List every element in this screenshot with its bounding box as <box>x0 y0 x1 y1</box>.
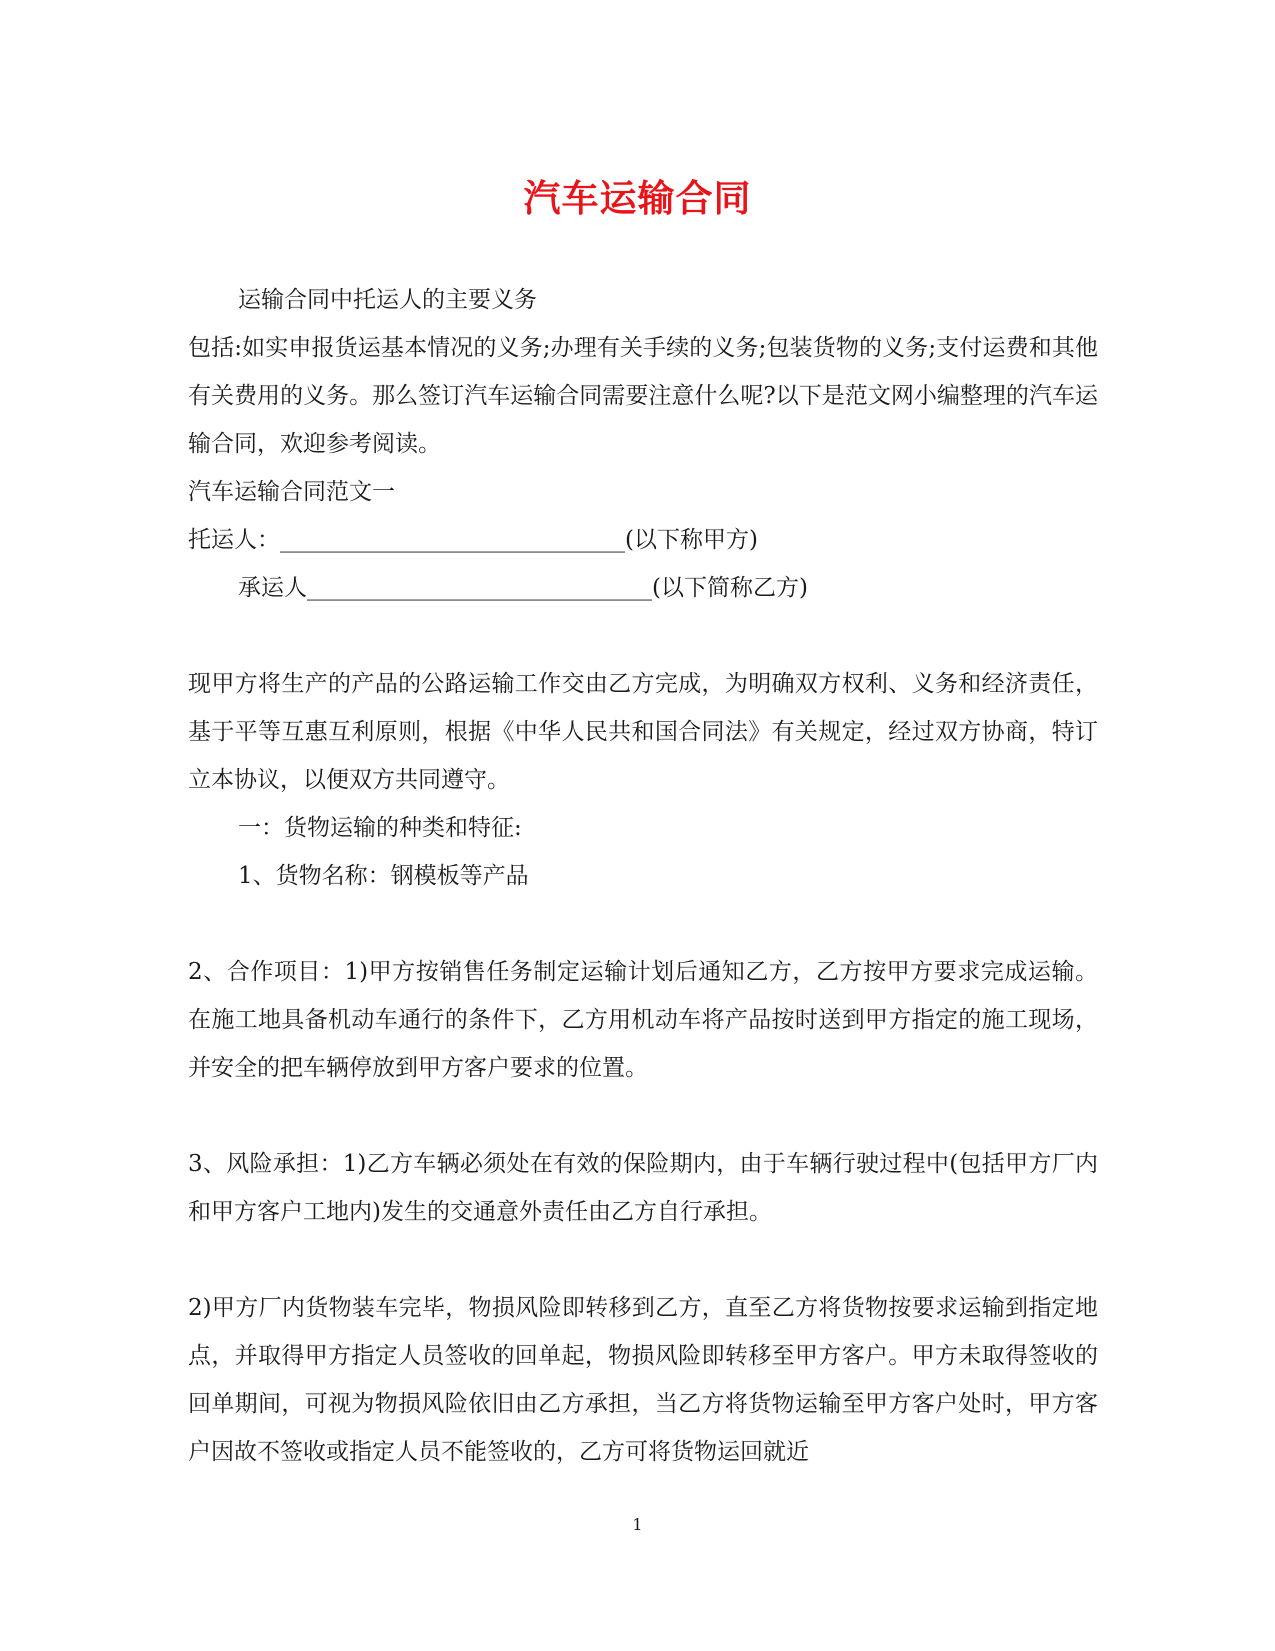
paragraph-spacer <box>188 1236 1098 1284</box>
paragraph-section-one-heading: 一：货物运输的种类和特征: <box>238 815 522 841</box>
paragraph-item-risk: 3、风险承担：1)乙方车辆必须处在有效的保险期内，由于车辆行驶过程中(包括甲方厂内和甲方客户工地内)发生的交通意外责任由乙方自行承担。 <box>188 1151 1098 1225</box>
paragraph-consignor-line: 托运人：______________________________(以下称甲方) <box>188 527 758 553</box>
paragraph-spacer <box>188 1092 1098 1140</box>
paragraph-intro-heading: 运输合同中托运人的主要义务 <box>238 287 537 313</box>
document-title: 汽车运输合同 <box>523 176 752 220</box>
page-number: 1 <box>632 1515 643 1534</box>
paragraph-item-cooperation: 2、合作项目：1)甲方按销售任务制定运输计划后通知乙方，乙方按甲方要求完成运输。在施工地具备机动车通行的条件下，乙方用机动车将产品按时送到甲方指定的施工现场，并安全的把车辆停放到甲方客户要求的位置。 <box>188 959 1098 1081</box>
paragraph-spacer <box>188 612 1098 660</box>
paragraph-item-risk-transfer: 2)甲方厂内货物装车完毕，物损风险即转移到乙方，直至乙方将货物按要求运输到指定地点，并取得甲方指定人员签收的回单起，物损风险即转移至甲方客户。甲方未取得签收的回单期间，可视为物损风险依旧由乙方承担，当乙方将货物运输至甲方客户处时，甲方客户因故不签收或指定人员不能签收的，乙方可将货物运回就近 <box>188 1295 1098 1465</box>
paragraph-sample-heading: 汽车运输合同范文一 <box>188 479 395 505</box>
document-body <box>188 276 1098 1476</box>
paragraph-spacer <box>188 900 1098 948</box>
paragraph-preamble: 现甲方将生产的产品的公路运输工作交由乙方完成，为明确双方权利、义务和经济责任，基于平等互惠互利原则，根据《中华人民共和国合同法》有关规定，经过双方协商，特订立本协议，以便双方共同遵守。 <box>188 671 1098 793</box>
paragraph-item-goods-name: 1、货物名称：钢模板等产品 <box>238 863 529 889</box>
paragraph-intro-body: 包括:如实申报货运基本情况的义务;办理有关手续的义务;包装货物的义务;支付运费和其他有关费用的义务。那么签订汽车运输合同需要注意什么呢?以下是范文网小编整理的汽车运输合同，欢迎参考阅读。 <box>188 335 1098 457</box>
paragraph-carrier-line: 承运人______________________________(以下简称乙方) <box>238 575 808 601</box>
